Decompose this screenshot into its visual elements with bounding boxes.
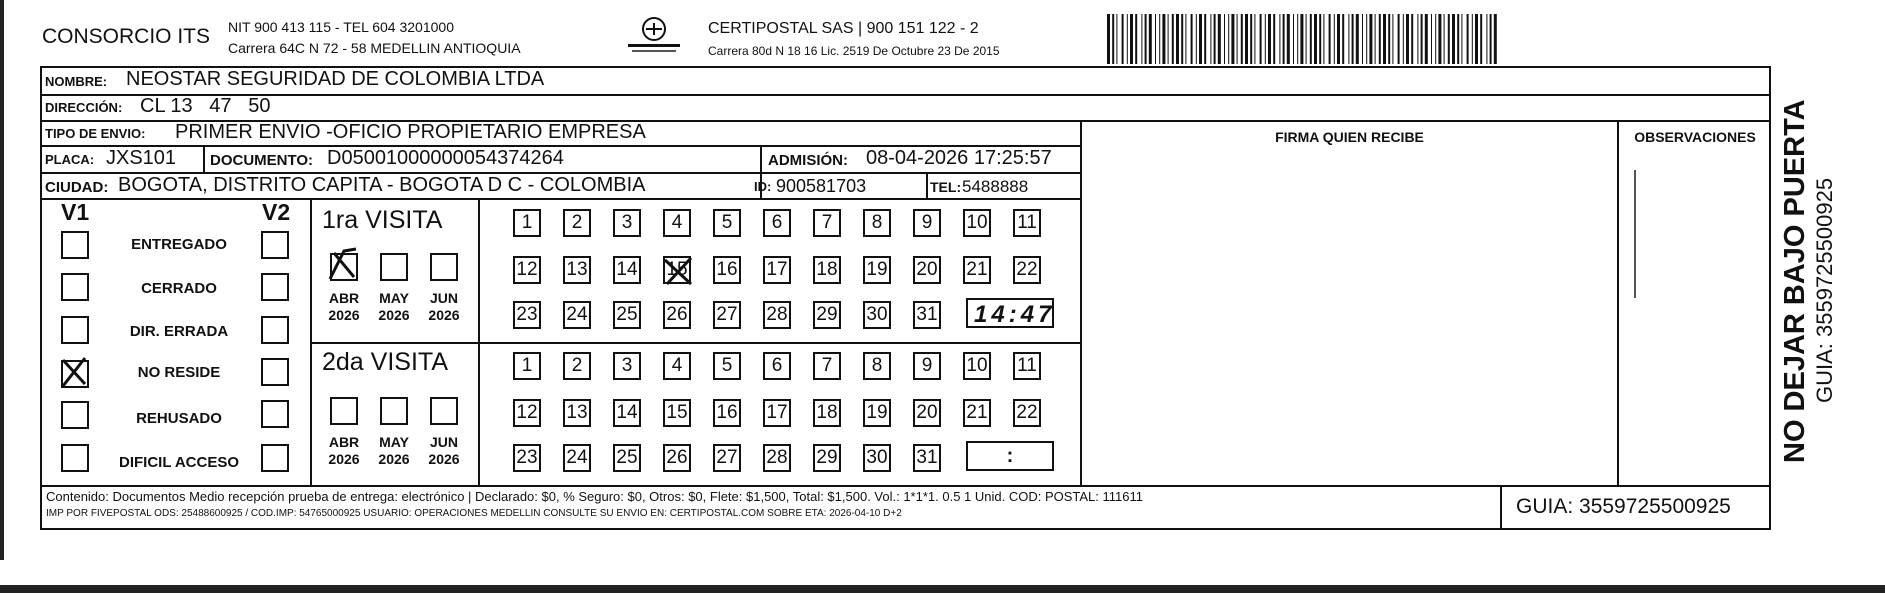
- first-visit-day-16[interactable]: 16: [713, 256, 741, 284]
- first-visit-jun-check[interactable]: [430, 253, 458, 281]
- footer-guia: GUIA: 3559725500925: [1516, 495, 1731, 518]
- company-address: Carrera 64C N 72 - 58 MEDELLIN ANTIOQUIA: [228, 40, 521, 56]
- observaciones-header: OBSERVACIONES: [1634, 129, 1756, 145]
- v2-check-no-reside[interactable]: [261, 358, 289, 386]
- first-visit-month-jun: JUN 2026: [428, 290, 460, 323]
- first-visit-day-25[interactable]: 25: [613, 301, 641, 329]
- second-visit-day-29[interactable]: 29: [813, 444, 841, 472]
- second-visit-day-11[interactable]: 11: [1013, 352, 1041, 380]
- documento-value: D05001000000054374264: [327, 147, 564, 169]
- first-visit-day-30[interactable]: 30: [863, 301, 891, 329]
- second-visit-day-3[interactable]: 3: [613, 352, 641, 380]
- observaciones-area[interactable]: [1620, 148, 1770, 484]
- x-mark-icon: [330, 249, 356, 275]
- second-visit-month-jun: JUN 2026: [428, 434, 460, 467]
- first-visit-month-abr: ABR 2026: [328, 290, 360, 323]
- status-entregado: ENTREGADO: [131, 236, 227, 253]
- v1-check-cerrado[interactable]: [61, 273, 89, 301]
- first-visit-day-18[interactable]: 18: [813, 256, 841, 284]
- first-visit-day-8[interactable]: 8: [863, 209, 891, 237]
- second-visit-day-18[interactable]: 18: [813, 399, 841, 427]
- first-visit-day-15[interactable]: 15: [663, 256, 691, 284]
- first-visit-title: 1ra VISITA: [322, 206, 443, 234]
- first-visit-day-21[interactable]: 21: [963, 256, 991, 284]
- status-cerrado: CERRADO: [141, 280, 217, 297]
- first-visit-time: 14:47: [974, 301, 1056, 328]
- first-visit-day-5[interactable]: 5: [713, 209, 741, 237]
- first-visit-day-26[interactable]: 26: [663, 301, 691, 329]
- side-guia: GUIA: 3559725500925: [1812, 177, 1837, 403]
- no-dejar-bajo-puerta: NO DEJAR BAJO PUERTA: [1779, 99, 1811, 463]
- second-visit-day-8[interactable]: 8: [863, 352, 891, 380]
- first-visit-day-22[interactable]: 22: [1013, 256, 1041, 284]
- carrier-name: CERTIPOSTAL SAS | 900 151 122 - 2: [708, 20, 979, 37]
- nombre-label: NOMBRE:: [45, 74, 108, 89]
- x-mark-icon: [663, 256, 693, 286]
- second-visit-abr-check[interactable]: [330, 397, 358, 425]
- second-visit-time: :: [1006, 445, 1014, 467]
- second-visit-day-26[interactable]: 26: [663, 444, 691, 472]
- second-visit-day-9[interactable]: 9: [913, 352, 941, 380]
- second-visit-day-28[interactable]: 28: [763, 444, 791, 472]
- barcode: [1105, 14, 1500, 64]
- second-visit-day-23[interactable]: 23: [513, 444, 541, 472]
- second-visit-day-5[interactable]: 5: [713, 352, 741, 380]
- first-visit-day-27[interactable]: 27: [713, 301, 741, 329]
- footer-contents: Contenido: Documentos Medio recepción prueba de entrega: electrónico | Declarado: $0, % Seguro: $0, Otros: $0, Flete: $1,500, Total: $1,500. Vol.: 1*1*1. 0.5 1 Unid. COD: POSTAL: 111611: [46, 489, 1143, 504]
- observaciones-mark: [1634, 170, 1636, 298]
- signature-area[interactable]: [1083, 148, 1616, 484]
- v1-header: V1: [61, 199, 90, 225]
- second-visit-day-20[interactable]: 20: [913, 399, 941, 427]
- second-visit-day-16[interactable]: 16: [713, 399, 741, 427]
- first-visit-may-check[interactable]: [380, 253, 408, 281]
- first-visit-day-10[interactable]: 10: [963, 209, 991, 237]
- second-visit-day-10[interactable]: 10: [963, 352, 991, 380]
- second-visit-day-24[interactable]: 24: [563, 444, 591, 472]
- second-visit-day-4[interactable]: 4: [663, 352, 691, 380]
- v2-check-dir-errada[interactable]: [261, 316, 289, 344]
- first-visit-day-11[interactable]: 11: [1013, 209, 1041, 237]
- side-labels: [1778, 83, 1868, 463]
- v1-check-entregado[interactable]: [61, 231, 89, 259]
- second-visit-day-7[interactable]: 7: [813, 352, 841, 380]
- second-visit-month-may: MAY 2026: [378, 434, 410, 467]
- x-mark-icon: [61, 358, 87, 384]
- second-visit-day-13[interactable]: 13: [563, 399, 591, 427]
- first-visit-day-13[interactable]: 13: [563, 256, 591, 284]
- second-visit-day-6[interactable]: 6: [763, 352, 791, 380]
- second-visit-time-box[interactable]: [966, 441, 1054, 471]
- v2-check-entregado[interactable]: [261, 231, 289, 259]
- first-visit-day-31[interactable]: 31: [913, 301, 941, 329]
- status-dificil-acceso: DIFICIL ACCESO: [118, 454, 239, 471]
- tipo-envio-value: PRIMER ENVIO -OFICIO PROPIETARIO EMPRESA: [175, 121, 646, 143]
- first-visit-day-7[interactable]: 7: [813, 209, 841, 237]
- carrier-address: Carrera 80d N 18 16 Lic. 2519 De Octubre 23 De 2015: [708, 44, 1000, 58]
- id-label: ID:: [754, 179, 772, 194]
- first-visit-month-may: MAY 2026: [378, 290, 410, 323]
- firma-header: FIRMA QUIEN RECIBE: [1275, 129, 1424, 145]
- certipostal-logo: [624, 16, 684, 56]
- nombre-value: NEOSTAR SEGURIDAD DE COLOMBIA LTDA: [126, 68, 545, 90]
- documento-label: DOCUMENTO:: [210, 152, 314, 169]
- tel-label: TEL:: [930, 179, 962, 195]
- second-visit-day-12[interactable]: 12: [513, 399, 541, 427]
- direccion-label: DIRECCIÓN:: [45, 100, 123, 115]
- second-visit-day-21[interactable]: 21: [963, 399, 991, 427]
- first-visit-day-4[interactable]: 4: [663, 209, 691, 237]
- second-visit-day-1[interactable]: 1: [513, 352, 541, 380]
- direccion-value: CL 13 47 50: [140, 95, 271, 117]
- first-visit-day-6[interactable]: 6: [763, 209, 791, 237]
- first-visit-day-20[interactable]: 20: [913, 256, 941, 284]
- second-visit-may-check[interactable]: [380, 397, 408, 425]
- v2-header: V2: [262, 199, 291, 225]
- second-visit-day-31[interactable]: 31: [913, 444, 941, 472]
- first-visit-day-1[interactable]: 1: [513, 209, 541, 237]
- footer-print-info: IMP POR FIVEPOSTAL ODS: 25488600925 / COD.IMP: 54765000925 USUARIO: OPERACIONES MEDELLIN CONSULTE SU ENVIO EN: CERTIPOSTAL.COM SOBRE ETA: 2026-04-10 D+2: [46, 508, 902, 519]
- first-visit-time-box[interactable]: [966, 298, 1054, 328]
- v1-check-rehusado[interactable]: [61, 401, 89, 429]
- v2-check-cerrado[interactable]: [261, 273, 289, 301]
- placa-label: PLACA:: [45, 152, 95, 167]
- first-visit-day-23[interactable]: 23: [513, 301, 541, 329]
- admision-label: ADMISIÓN:: [768, 152, 848, 169]
- placa-value: JXS101: [106, 147, 177, 169]
- second-visit-title: 2da VISITA: [322, 348, 448, 376]
- second-visit-day-2[interactable]: 2: [563, 352, 591, 380]
- first-visit-abr-check[interactable]: [330, 253, 358, 281]
- status-dir-errada: DIR. ERRADA: [129, 323, 229, 340]
- ciudad-label: CIUDAD:: [45, 179, 109, 196]
- id-value: 900581703: [776, 176, 867, 196]
- admision-value: 08-04-2026 17:25:57: [866, 147, 1052, 169]
- tipo-envio-label: TIPO DE ENVIO:: [45, 126, 146, 141]
- v1-check-no-reside[interactable]: [61, 360, 89, 388]
- v2-check-dificil-acceso[interactable]: [261, 444, 289, 472]
- second-visit-day-17[interactable]: 17: [763, 399, 791, 427]
- left-scan-edge: [0, 0, 4, 560]
- company-nit: NIT 900 413 115 - TEL 604 3201000: [228, 19, 454, 35]
- ciudad-value: BOGOTA, DISTRITO CAPITA - BOGOTA D C - COLOMBIA: [118, 174, 646, 196]
- first-visit-day-17[interactable]: 17: [763, 256, 791, 284]
- company-name: CONSORCIO ITS: [42, 25, 211, 48]
- second-visit-jun-check[interactable]: [430, 397, 458, 425]
- tel-value: 5488888: [962, 177, 1029, 196]
- second-visit-day-27[interactable]: 27: [713, 444, 741, 472]
- first-visit-day-9[interactable]: 9: [913, 209, 941, 237]
- first-visit-day-3[interactable]: 3: [613, 209, 641, 237]
- v1-check-dificil-acceso[interactable]: [61, 444, 89, 472]
- first-visit-day-19[interactable]: 19: [863, 256, 891, 284]
- first-visit-day-2[interactable]: 2: [563, 209, 591, 237]
- second-visit-day-22[interactable]: 22: [1013, 399, 1041, 427]
- second-visit-day-30[interactable]: 30: [863, 444, 891, 472]
- second-visit-month-abr: ABR 2026: [328, 434, 360, 467]
- second-visit-day-14[interactable]: 14: [613, 399, 641, 427]
- second-visit-day-15[interactable]: 15: [663, 399, 691, 427]
- second-visit-day-25[interactable]: 25: [613, 444, 641, 472]
- second-visit-day-19[interactable]: 19: [863, 399, 891, 427]
- first-visit-day-29[interactable]: 29: [813, 301, 841, 329]
- first-visit-day-12[interactable]: 12: [513, 256, 541, 284]
- v1-check-dir-errada[interactable]: [61, 316, 89, 344]
- first-visit-day-24[interactable]: 24: [563, 301, 591, 329]
- first-visit-day-28[interactable]: 28: [763, 301, 791, 329]
- v2-check-rehusado[interactable]: [261, 400, 289, 428]
- status-rehusado: REHUSADO: [136, 410, 222, 427]
- status-no-reside: NO RESIDE: [137, 364, 221, 381]
- first-visit-day-14[interactable]: 14: [613, 256, 641, 284]
- bottom-scan-edge: [0, 585, 1885, 593]
